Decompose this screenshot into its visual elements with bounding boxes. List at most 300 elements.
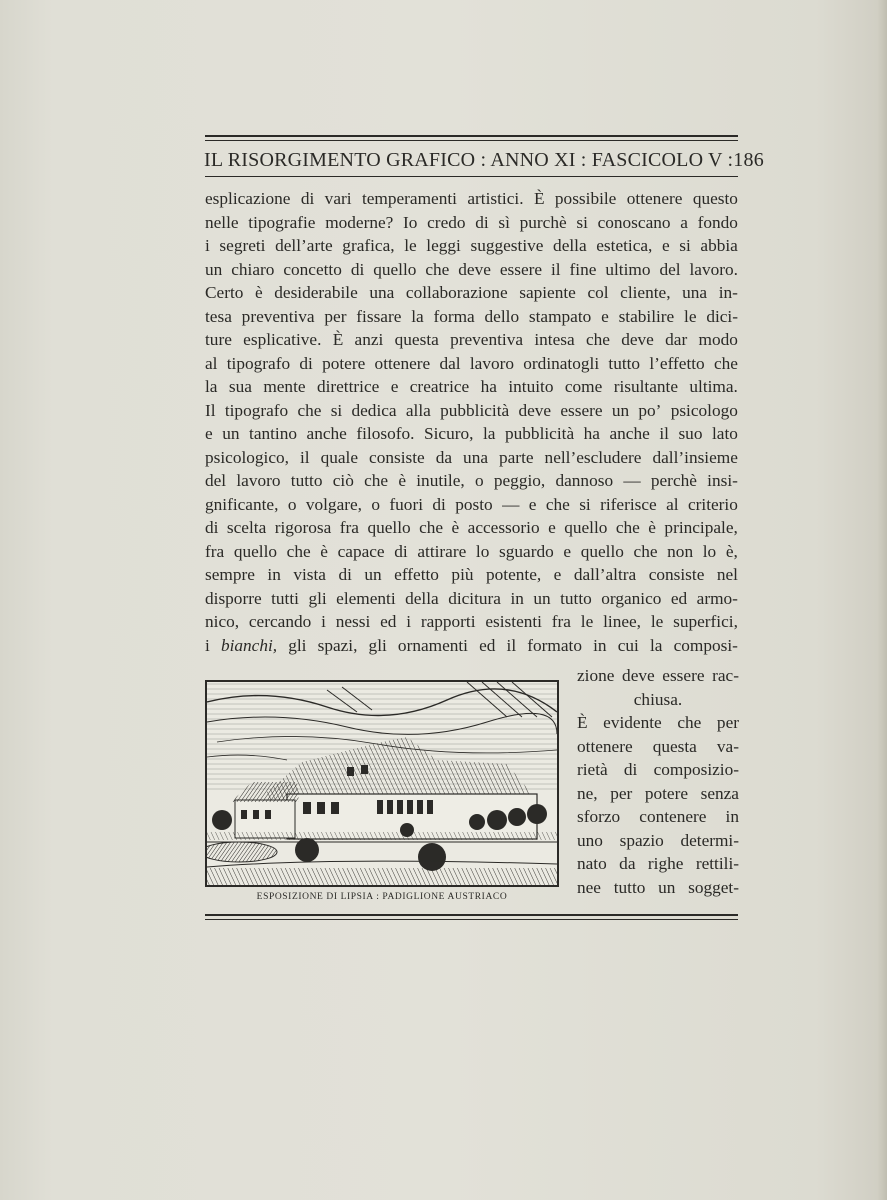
word: spazi, [317, 635, 358, 655]
word: lavoro [236, 471, 281, 490]
word: dici- [706, 306, 738, 326]
word: più [451, 565, 474, 584]
word: sapiente [519, 283, 576, 302]
word: tipografo [226, 353, 291, 373]
word: ha [480, 377, 497, 396]
word: fine [569, 259, 597, 279]
word: la [482, 424, 496, 443]
word: tipografo [224, 400, 289, 420]
word: quello [580, 541, 624, 561]
word: ottenere [626, 189, 683, 208]
word: creatrice [409, 377, 470, 396]
word: che [633, 541, 658, 561]
word: contenere [639, 807, 707, 826]
text-line [577, 852, 739, 876]
word: di [299, 353, 313, 373]
word: determi- [680, 830, 739, 850]
word: un [611, 400, 630, 420]
word: composizio- [653, 760, 739, 779]
word: che [286, 541, 311, 561]
word: filosofo. [356, 424, 415, 443]
text-line [205, 211, 738, 235]
word: È [533, 189, 545, 208]
word: di [475, 212, 489, 232]
word: rigorosa [274, 518, 332, 537]
word: dedica [351, 400, 397, 420]
word: dannoso [555, 471, 614, 490]
word: Il [205, 400, 216, 420]
word: fra [551, 612, 571, 631]
word: stampato [528, 306, 592, 326]
word: di [350, 259, 365, 279]
word: si [679, 236, 691, 255]
word: per [324, 306, 347, 326]
word: conoscano [597, 212, 671, 232]
word: la [411, 306, 424, 326]
word: uno [577, 830, 603, 850]
word: Sicuro, [424, 424, 474, 443]
word: righe [647, 854, 684, 873]
figure-caption: ESPOSIZIONE DI LIPSIA : PADIGLIONE AUSTRIACO [256, 892, 508, 902]
text-line [205, 587, 738, 611]
word: ultimo [605, 259, 651, 279]
word: o [474, 471, 484, 490]
word: dar [665, 330, 688, 349]
word: ornamenti [397, 635, 468, 655]
word: preventiva [450, 330, 524, 349]
word: nel [716, 565, 738, 584]
page-number: 186 [733, 148, 764, 171]
word: purchè [519, 212, 567, 232]
word: artistici. [467, 189, 524, 208]
text-line [577, 805, 739, 829]
word: quello [373, 259, 417, 279]
word: deve [622, 666, 655, 685]
word: leggi [426, 236, 461, 255]
word: deve [518, 400, 552, 420]
word: nell’escludere [544, 447, 642, 467]
word: al [205, 353, 218, 373]
text-line [205, 187, 738, 211]
word: direttrice [316, 377, 380, 396]
word: un [222, 424, 240, 443]
text-line [205, 352, 738, 376]
text-line [205, 305, 738, 329]
word: e [662, 236, 670, 255]
word: desiderabile [274, 283, 358, 302]
text-line [205, 469, 738, 493]
word: pubblicità [440, 400, 510, 420]
word: dello [484, 306, 520, 326]
word: tutto [613, 877, 646, 897]
word: formato [527, 635, 582, 655]
word: una [682, 283, 708, 302]
word: consiste [648, 565, 705, 584]
word: un [533, 588, 551, 608]
word: si [576, 212, 588, 232]
word: è [398, 471, 406, 490]
word: attirare [417, 541, 467, 561]
word: psicologico, [205, 447, 289, 467]
word: forma [433, 306, 475, 326]
word: consiste [369, 447, 425, 467]
text-line [577, 688, 739, 712]
word: capace [337, 541, 385, 561]
word: e [205, 424, 213, 443]
text-line [205, 234, 738, 258]
word: segreti [219, 236, 266, 255]
word: intuito [508, 377, 554, 396]
word: si [330, 400, 343, 420]
text-line [577, 876, 739, 900]
word: senza [700, 783, 739, 803]
word: insi- [707, 471, 738, 490]
word: e [601, 306, 609, 326]
word: in [267, 565, 281, 584]
word: scelta [226, 518, 267, 537]
word: i [205, 236, 210, 255]
word: va- [716, 736, 739, 756]
word: fondo [697, 212, 738, 232]
word: nico, [205, 612, 240, 631]
word: gli [368, 635, 387, 655]
word: è [451, 518, 460, 537]
word: ciò [332, 471, 354, 490]
word: pubblicità [505, 424, 575, 443]
word: la [205, 377, 218, 396]
word: ordinatogli [523, 353, 600, 373]
word: superfici, [673, 612, 738, 631]
text-line [577, 758, 739, 782]
word: intesa [534, 330, 575, 349]
word: dall’insieme [652, 447, 738, 467]
word: lato [712, 424, 738, 443]
text-line [205, 493, 738, 517]
word: risultante [613, 377, 678, 396]
bottom-double-rule [205, 914, 738, 920]
word: che [713, 353, 738, 373]
word: evidente [603, 713, 662, 732]
word: dicitura [448, 588, 501, 608]
word: ottenere [577, 736, 633, 756]
word: ed [670, 588, 688, 608]
word: nee [577, 877, 601, 897]
word: deve [458, 259, 491, 279]
side-text-column [577, 664, 739, 899]
word: ture [205, 330, 232, 349]
word: accessorio [467, 518, 540, 537]
word: possibile [554, 189, 617, 208]
word: di [205, 518, 219, 537]
word: è [255, 283, 263, 302]
word: essere [560, 400, 603, 420]
word: il [659, 424, 669, 443]
word: i [205, 635, 210, 655]
word: un [364, 565, 382, 584]
word: il [551, 259, 561, 279]
word: di [623, 760, 638, 779]
text-line [577, 829, 739, 853]
text-line [577, 711, 739, 735]
word: anche [306, 424, 347, 443]
word: volgare, [305, 494, 362, 514]
word: composi- [673, 635, 738, 655]
word: peggio, [493, 471, 546, 490]
word: è [648, 518, 656, 537]
word: del [205, 471, 227, 490]
running-head [204, 147, 764, 173]
word: nessi [335, 612, 371, 631]
word: al [666, 494, 679, 514]
word: rettili- [695, 854, 739, 873]
page-edge [877, 0, 887, 1200]
word: psicologo [670, 400, 738, 420]
word: rietà [577, 760, 608, 779]
word: come [564, 377, 603, 396]
word: armo- [696, 588, 738, 608]
word: Certo [205, 283, 244, 302]
word: fra [205, 541, 225, 561]
word: preventiva [241, 306, 315, 326]
word: per [716, 713, 739, 732]
word: elementi [336, 588, 396, 608]
word: stabilire [618, 306, 675, 326]
text-line [205, 399, 738, 423]
word: alla [405, 400, 431, 420]
word: che [615, 518, 640, 537]
word: moderne? [325, 212, 394, 232]
word: inutile, [416, 471, 465, 490]
word: potente, [486, 565, 542, 584]
word: e [548, 518, 556, 537]
word: che [297, 400, 322, 420]
text-line [205, 516, 738, 540]
word: dall’altra [573, 565, 637, 584]
word: un [658, 877, 676, 897]
word: cercando [248, 612, 312, 631]
main-text-block [205, 187, 738, 657]
word: essere [662, 666, 705, 685]
word: deve [621, 330, 654, 349]
word: ne, [577, 783, 598, 803]
running-head-title: IL RISORGIMENTO GRAFICO : ANNO XI : FASCICOLO V : [204, 148, 734, 171]
word: effetto [394, 565, 439, 584]
word: nelle [205, 212, 239, 232]
word: tipografie [248, 212, 316, 232]
word: che [364, 471, 389, 490]
word: fuori [389, 494, 423, 514]
word: e [553, 565, 562, 584]
word: ultima. [689, 377, 738, 396]
word: sforzo [577, 807, 621, 826]
word: suggestive [470, 236, 544, 255]
word: esistenti [485, 612, 542, 631]
word: una [463, 447, 488, 467]
word: tutto [290, 471, 323, 490]
word: di [432, 494, 446, 514]
word: i [321, 612, 326, 631]
word: che [677, 713, 702, 732]
word: linee, [603, 612, 641, 631]
word: credo [427, 212, 466, 232]
word: si [579, 494, 591, 514]
text-line [577, 782, 739, 806]
word: o [371, 494, 381, 514]
text-line [205, 328, 738, 352]
word: gli [308, 588, 327, 608]
word: fissare [356, 306, 402, 326]
word: spazio [619, 830, 664, 850]
word: perchè [650, 471, 697, 490]
word: gnificante, [205, 494, 279, 514]
word: organico [601, 588, 662, 608]
word: le [580, 612, 594, 631]
word: essere [499, 259, 543, 279]
word: principale, [664, 518, 738, 537]
word: concetto [283, 259, 342, 279]
word: — [623, 471, 641, 490]
word: che [425, 259, 450, 279]
word: estetica, [596, 236, 653, 255]
word: tutto [560, 588, 592, 608]
word: quello [367, 518, 411, 537]
text-line [205, 540, 738, 564]
word: che [419, 518, 444, 537]
word: grafica, [342, 236, 395, 255]
word: chiaro [231, 259, 275, 279]
word: potere [322, 353, 366, 373]
word: del [659, 259, 681, 279]
word: sua [228, 377, 252, 396]
word: o [287, 494, 297, 514]
text-line [205, 634, 738, 658]
text-line [205, 446, 738, 470]
top-double-rule [205, 135, 738, 141]
word: questo [692, 189, 738, 208]
word: la [649, 635, 663, 655]
word: della [553, 236, 587, 255]
word: ha [583, 424, 600, 443]
word: questa [652, 736, 697, 756]
word: disporre [205, 588, 262, 608]
word: quale [320, 447, 359, 467]
word: questa [394, 330, 439, 349]
word: collaborazione [405, 283, 508, 302]
word: parte [499, 447, 534, 467]
word: rac- [712, 666, 739, 685]
word: riferisce [600, 494, 657, 514]
word: da [619, 854, 636, 873]
word: ottenere [374, 353, 431, 373]
word: e [563, 541, 572, 561]
word: nato [577, 854, 607, 873]
word: dal [439, 353, 461, 373]
word: una [369, 283, 395, 302]
word: modo [698, 330, 738, 349]
word: un [205, 259, 223, 279]
word: cui [617, 635, 639, 655]
text-line [205, 258, 738, 282]
word: rapporti [420, 612, 476, 631]
word: tantino [249, 424, 298, 443]
woodcut-illustration [207, 682, 557, 885]
word: esplicative. [243, 330, 322, 349]
text-line [205, 563, 738, 587]
word: le [684, 306, 697, 326]
word: di [300, 189, 315, 208]
word: lavoro [469, 353, 515, 373]
word: anzi [354, 330, 384, 349]
word: cliente, [620, 283, 671, 302]
word: in [510, 588, 524, 608]
head-rule [205, 176, 738, 177]
word: tesa [205, 306, 232, 326]
word: temperamenti [361, 189, 457, 208]
word: in [725, 807, 739, 826]
text-line [577, 735, 739, 759]
word: a [680, 212, 688, 232]
word: chiusa. [633, 689, 683, 709]
word: quello [233, 541, 278, 561]
word: sì [498, 212, 510, 232]
word: anche [609, 424, 650, 443]
word: della [405, 588, 439, 608]
word: dell’arte [275, 236, 333, 255]
illustration-austrian-pavilion [205, 680, 559, 887]
word: lo [702, 541, 717, 561]
text-line [577, 664, 739, 688]
word: esplicazione [205, 189, 291, 208]
word: vari [324, 189, 352, 208]
word: criterio [687, 494, 738, 514]
word: le [404, 236, 417, 255]
word: e [390, 377, 399, 396]
word: tutti [271, 588, 299, 608]
word: zione [577, 666, 615, 685]
word: è, [725, 541, 738, 561]
word: Io [403, 212, 418, 232]
word: per [610, 783, 633, 803]
word: sguardo [499, 541, 554, 561]
text-line [205, 375, 738, 399]
word: l’effetto [649, 353, 705, 373]
word: potere [644, 783, 689, 803]
word: È [332, 330, 344, 349]
word: È [577, 713, 588, 732]
word: ed [380, 612, 397, 631]
text-line [205, 281, 738, 305]
word: i [406, 612, 411, 631]
word: quello [564, 518, 608, 537]
word: le [650, 612, 664, 631]
word: e [528, 494, 537, 514]
word: col [587, 283, 609, 302]
word: da [435, 447, 453, 467]
word: che [545, 494, 570, 514]
word: in- [718, 283, 738, 302]
word: sogget- [688, 877, 739, 897]
word: che [585, 330, 610, 349]
word: lo [475, 541, 490, 561]
word: il [300, 447, 310, 467]
word: vista [293, 565, 326, 584]
word: il [506, 635, 517, 655]
word: bianchi, [220, 635, 278, 655]
word: in [593, 635, 607, 655]
word: gli [288, 635, 307, 655]
word: non [667, 541, 694, 561]
text-line [205, 610, 738, 634]
